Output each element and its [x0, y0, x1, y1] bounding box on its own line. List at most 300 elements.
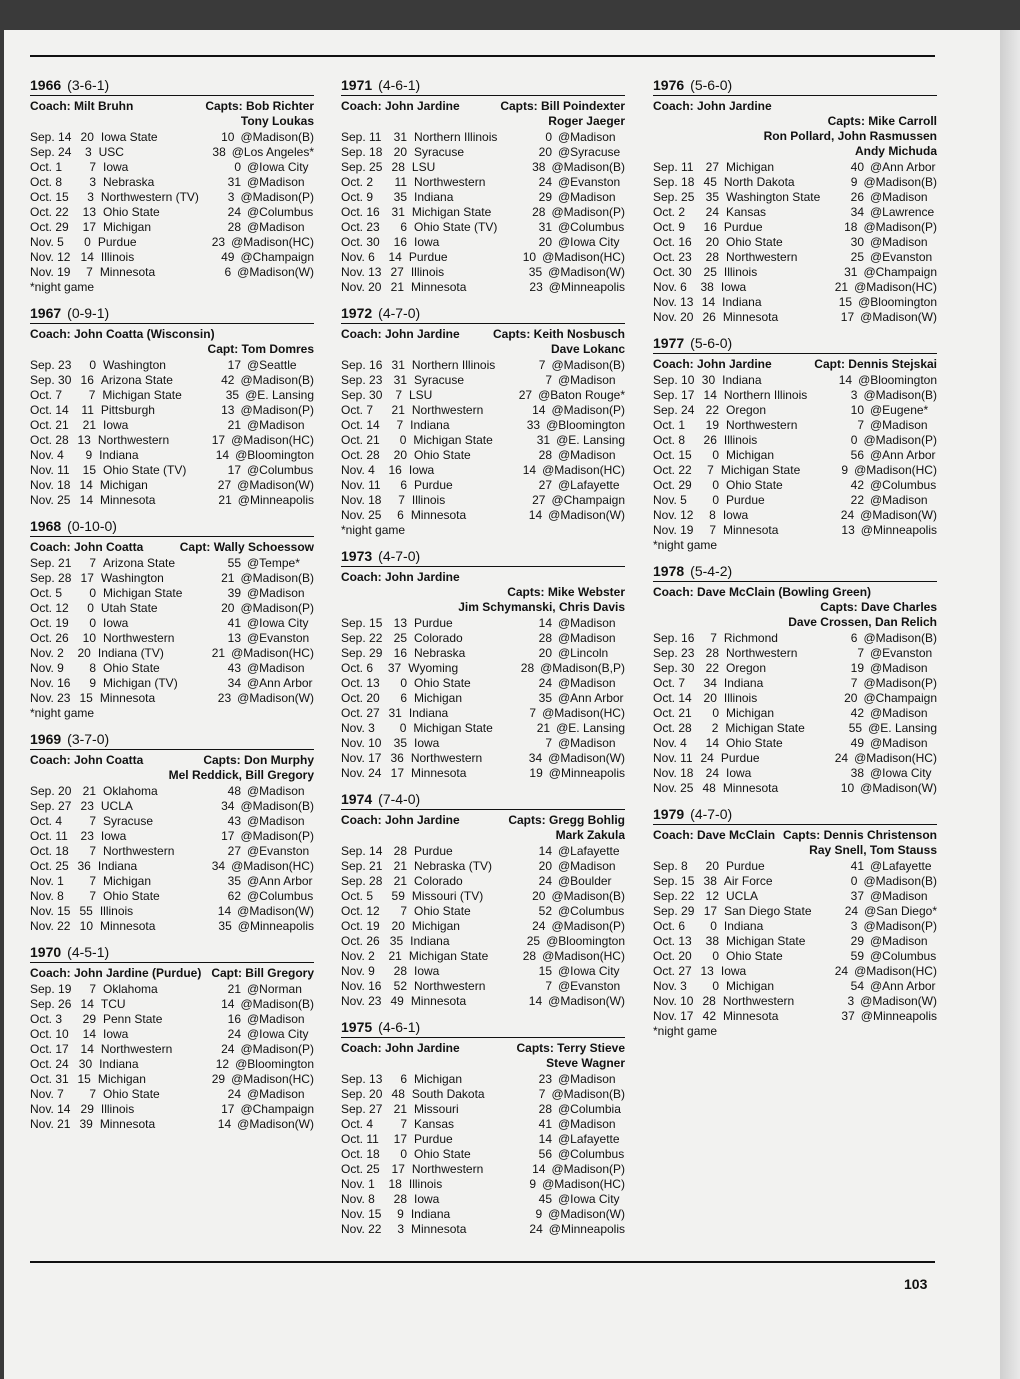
- game-row: [30, 1087, 314, 1102]
- opponent-name: Ohio State: [103, 889, 160, 903]
- game-date: Sep. 18: [341, 145, 383, 159]
- wisconsin-score: 35: [389, 934, 404, 948]
- opponent-name: Indiana: [722, 295, 762, 309]
- season-record: (0-10-0): [67, 518, 117, 534]
- season-header: [653, 335, 937, 354]
- opponent-score: 19: [529, 766, 543, 780]
- column-3: [653, 77, 937, 1049]
- game-site: @Madison: [558, 448, 616, 462]
- game-row: [30, 1072, 314, 1087]
- game-site: @Madison: [247, 661, 305, 675]
- game-site: @Madison: [247, 418, 305, 432]
- game-date: Nov. 15: [30, 904, 71, 918]
- opponent-name: Iowa: [103, 160, 129, 174]
- opponent-score: 33: [526, 418, 541, 432]
- game-site: @Evanston: [558, 979, 621, 993]
- wisconsin-score: 35: [705, 190, 719, 204]
- wisconsin-score: 0: [712, 448, 719, 462]
- opponent-name: Northwestern: [411, 1162, 484, 1176]
- game-site: @Madison: [558, 859, 616, 873]
- column-1: [30, 77, 314, 1142]
- game-site: @Minneapolis: [237, 919, 314, 933]
- opponent-score: 24: [227, 205, 241, 219]
- opponent-name: Purdue: [97, 235, 137, 249]
- opponent-name: Indiana: [97, 859, 138, 873]
- opponent-score: 20: [538, 646, 552, 660]
- wisconsin-score: 13: [700, 964, 714, 978]
- game-site: @Madison: [870, 190, 928, 204]
- opponent-score: 14: [538, 1132, 552, 1146]
- opponent-score: 42: [850, 706, 864, 720]
- wisconsin-score: 7: [89, 1087, 96, 1101]
- coach-label: Coach: John Coatta: [30, 540, 144, 554]
- game-row: [30, 463, 314, 478]
- game-site: @Ann Arbor: [870, 448, 936, 462]
- game-date: Nov. 19: [653, 523, 694, 537]
- wisconsin-score: 48: [391, 1087, 405, 1101]
- opponent-score: 26: [850, 190, 864, 204]
- opponent-name: Northwestern: [726, 646, 798, 660]
- game-site: @Madison(W): [548, 1207, 625, 1221]
- game-row: [30, 616, 314, 631]
- game-row: [653, 949, 937, 964]
- opponent-score: 43: [227, 814, 241, 828]
- opponent-score: 3: [850, 919, 858, 933]
- opponent-name: Northwestern (TV): [100, 190, 199, 204]
- opponent-name: Purdue: [414, 844, 453, 858]
- game-date: Sep. 20: [341, 1087, 383, 1101]
- game-row: [341, 175, 625, 190]
- season-staff: [341, 99, 625, 129]
- game-row: [341, 904, 625, 919]
- game-site: @Evanston: [870, 250, 933, 264]
- game-date: Oct. 25: [341, 1162, 380, 1176]
- game-date: Oct. 6: [653, 919, 686, 933]
- game-site: @Madison(P): [551, 1162, 626, 1176]
- opponent-name: Purdue: [723, 220, 763, 234]
- opponent-score: 34: [221, 799, 235, 813]
- wisconsin-score: 28: [705, 646, 719, 660]
- opponent-name: Michigan State: [413, 433, 493, 447]
- game-row: [30, 919, 314, 934]
- game-date: Sep. 22: [653, 889, 695, 903]
- coach-label: Coach: John Jardine: [341, 327, 460, 341]
- game-site: @Madison(B): [240, 373, 315, 387]
- game-date: Sep. 30: [30, 373, 72, 387]
- wisconsin-score: 7: [400, 1117, 407, 1131]
- wisconsin-score: 17: [390, 766, 405, 780]
- opponent-score: 29: [850, 934, 864, 948]
- wisconsin-score: 14: [80, 997, 94, 1011]
- game-row: [341, 448, 625, 463]
- game-date: Oct. 29: [653, 478, 692, 492]
- opponent-name: Nebraska (TV): [414, 859, 493, 873]
- game-date: Oct. 30: [341, 235, 380, 249]
- opponent-score: 28: [227, 220, 241, 234]
- wisconsin-score: 14: [80, 1042, 94, 1056]
- game-date: Oct. 9: [341, 190, 374, 204]
- game-date: Oct. 13: [341, 676, 380, 690]
- opponent-score: 27: [518, 388, 533, 402]
- opponent-score: 21: [536, 721, 551, 735]
- game-site: @Columbus: [558, 1147, 625, 1161]
- game-date: Oct. 28: [341, 448, 380, 462]
- captains-label: Capt: Bill Gregory: [211, 966, 314, 980]
- game-date: Oct. 13: [653, 934, 692, 948]
- game-date: Oct. 2: [341, 175, 374, 189]
- wisconsin-score: 0: [400, 1147, 407, 1161]
- season-record: (4-6-1): [378, 77, 421, 93]
- game-date: Sep. 30: [341, 388, 383, 402]
- opponent-score: 0: [850, 433, 858, 447]
- game-site: @Madison(W): [860, 781, 937, 795]
- game-site: @Minneapolis: [548, 766, 625, 780]
- game-date: Sep. 23: [341, 373, 383, 387]
- wisconsin-score: 37: [387, 661, 402, 675]
- opponent-score: 27: [538, 478, 552, 492]
- game-row: [341, 721, 625, 736]
- game-date: Nov. 17: [653, 1009, 694, 1023]
- season-block: [30, 305, 314, 508]
- captains-label: Capts: Keith Nosbusch Dave Lokanc: [492, 327, 625, 356]
- wisconsin-score: 7: [89, 874, 96, 888]
- wisconsin-score: 15: [77, 1072, 91, 1086]
- game-site: @Madison(P): [863, 220, 938, 234]
- game-date: Nov. 10: [341, 736, 382, 750]
- wisconsin-score: 31: [393, 373, 407, 387]
- wisconsin-score: 20: [80, 130, 94, 144]
- game-row: [653, 994, 937, 1009]
- game-row: [30, 982, 314, 997]
- game-date: Sep. 14: [30, 130, 72, 144]
- game-row: [341, 1087, 625, 1102]
- game-site: @Columbus: [247, 463, 314, 477]
- opponent-name: Michigan State: [726, 934, 806, 948]
- game-site: @Madison(B): [551, 1087, 626, 1101]
- game-date: Sep. 16: [341, 358, 383, 372]
- game-row: [341, 844, 625, 859]
- game-date: Oct. 5: [30, 586, 63, 600]
- wisconsin-score: 24: [705, 766, 719, 780]
- wisconsin-score: 16: [393, 235, 407, 249]
- opponent-name: South Dakota: [411, 1087, 485, 1101]
- opponent-name: Michigan: [411, 919, 460, 933]
- game-date: Nov. 9: [30, 661, 64, 675]
- game-site: @Columbus: [870, 478, 937, 492]
- opponent-score: 35: [225, 388, 240, 402]
- game-site: @Madison: [558, 736, 616, 750]
- game-row: [341, 508, 625, 523]
- game-site: @Champaign: [551, 493, 625, 507]
- game-site: @Madison(B): [240, 799, 315, 813]
- opponent-score: 17: [227, 463, 241, 477]
- opponent-name: Minnesota: [99, 1117, 156, 1131]
- opponent-name: USC: [98, 145, 124, 159]
- game-date: Oct. 23: [341, 220, 380, 234]
- season-year: 1976: [653, 77, 685, 93]
- game-row: [341, 358, 625, 373]
- season-year: 1971: [341, 77, 373, 93]
- opponent-score: 24: [834, 964, 849, 978]
- wisconsin-score: 6: [400, 478, 407, 492]
- season-staff: [341, 570, 625, 615]
- opponent-name: Northwestern: [722, 994, 795, 1008]
- game-date: Nov. 18: [30, 478, 71, 492]
- wisconsin-score: 0: [399, 721, 407, 735]
- opponent-name: Ohio State: [414, 676, 471, 690]
- wisconsin-score: 20: [705, 859, 719, 873]
- wisconsin-score: 7: [707, 463, 714, 477]
- wisconsin-score: 6: [400, 1072, 407, 1086]
- opponent-name: Nebraska: [103, 175, 155, 189]
- game-site: @Madison(P): [863, 433, 938, 447]
- season-year: 1968: [30, 518, 62, 534]
- opponent-name: Michigan: [103, 220, 152, 234]
- game-row: [30, 388, 314, 403]
- opponent-score: 27: [227, 844, 241, 858]
- opponent-name: Missouri (TV): [411, 889, 484, 903]
- opponent-score: 28: [520, 661, 535, 675]
- season-header: [341, 305, 625, 324]
- opponent-score: 7: [857, 418, 864, 432]
- game-site: @Iowa City: [247, 1027, 309, 1041]
- game-row: [341, 220, 625, 235]
- opponent-name: Minnesota: [100, 493, 156, 507]
- opponent-name: Syracuse: [414, 373, 465, 387]
- coach-label: Coach: John Coatta: [30, 753, 144, 767]
- opponent-name: LSU: [409, 388, 433, 402]
- opponent-score: 35: [218, 919, 232, 933]
- wisconsin-score: 20: [393, 145, 407, 159]
- opponent-name: Iowa: [103, 1027, 129, 1041]
- opponent-name: Utah State: [100, 601, 158, 615]
- opponent-score: 20: [844, 691, 858, 705]
- game-date: Oct. 8: [30, 175, 63, 189]
- season-staff: [30, 327, 314, 357]
- game-site: @Madison: [870, 889, 928, 903]
- season-year: 1977: [653, 335, 685, 351]
- opponent-score: 7: [529, 706, 537, 720]
- game-row: [653, 160, 937, 175]
- game-site: @Minneapolis: [548, 1222, 625, 1236]
- game-site: @Madison: [870, 235, 928, 249]
- game-site: @Iowa City: [247, 616, 309, 630]
- opponent-name: Ohio State (TV): [414, 220, 498, 234]
- game-site: @Ann Arbor: [247, 676, 313, 690]
- game-date: Sep. 24: [30, 145, 72, 159]
- game-site: @Madison(HC): [231, 433, 314, 447]
- game-site: @Madison(P): [551, 205, 626, 219]
- opponent-score: 7: [545, 736, 552, 750]
- wisconsin-score: 48: [702, 781, 716, 795]
- game-date: Sep. 11: [341, 130, 382, 144]
- opponent-score: 17: [211, 433, 226, 447]
- game-date: Oct. 22: [653, 463, 692, 477]
- game-row: [341, 631, 625, 646]
- game-site: @E. Lansing: [245, 388, 314, 402]
- game-row: [30, 874, 314, 889]
- game-date: Nov. 2: [341, 949, 375, 963]
- season-header: [30, 944, 314, 963]
- opponent-score: 42: [850, 478, 864, 492]
- opponent-score: 14: [532, 1162, 546, 1176]
- game-site: @Eugene*: [870, 403, 929, 417]
- game-row: [341, 373, 625, 388]
- game-row: [653, 373, 937, 388]
- season-staff: [30, 966, 314, 981]
- wisconsin-score: 6: [397, 508, 404, 522]
- opponent-name: Michigan State: [102, 388, 182, 402]
- opponent-score: 35: [528, 265, 543, 279]
- game-date: Nov. 11: [653, 751, 693, 765]
- wisconsin-score: 22: [705, 403, 719, 417]
- game-row: [341, 235, 625, 250]
- game-site: @Madison(P): [551, 403, 626, 417]
- game-date: Oct. 7: [30, 388, 63, 402]
- game-site: @Madison(B): [240, 571, 315, 585]
- opponent-score: 7: [538, 1087, 546, 1101]
- opponent-name: Michigan State: [413, 721, 493, 735]
- wisconsin-score: 0: [87, 601, 94, 615]
- game-row: [30, 1117, 314, 1132]
- opponent-name: Iowa: [408, 463, 435, 477]
- season-record: (5-6-0): [690, 335, 733, 351]
- opponent-name: Michigan: [726, 160, 775, 174]
- game-date: Oct. 18: [30, 844, 69, 858]
- season-staff: [653, 585, 937, 630]
- game-site: @Madison(P): [240, 1042, 315, 1056]
- game-row: [653, 418, 937, 433]
- wisconsin-score: 7: [88, 388, 96, 402]
- game-site: @Madison(HC): [542, 1177, 625, 1191]
- opponent-name: Minnesota: [410, 994, 467, 1008]
- opponent-name: Michigan: [414, 1072, 463, 1086]
- wisconsin-score: 13: [77, 433, 91, 447]
- game-row: [653, 403, 937, 418]
- captains-label: Capt: Tom Domres: [207, 342, 314, 356]
- wisconsin-score: 17: [80, 571, 94, 585]
- game-date: Oct. 19: [341, 919, 380, 933]
- opponent-name: Wyoming: [408, 661, 459, 675]
- game-date: Nov. 7: [30, 1087, 64, 1101]
- game-row: [653, 721, 937, 736]
- wisconsin-score: 7: [89, 844, 96, 858]
- wisconsin-score: 6: [400, 691, 407, 705]
- opponent-score: 14: [217, 1117, 232, 1131]
- opponent-score: 21: [221, 571, 235, 585]
- game-row: [30, 418, 314, 433]
- coach-label: Coach: John Jardine (Purdue): [30, 966, 202, 980]
- captains-label: Capts: Gregg Bohlig Mark Zakula: [508, 813, 625, 842]
- game-site: @Madison(B): [551, 889, 626, 903]
- game-site: @Tempe*: [247, 556, 300, 570]
- season-header: [30, 77, 314, 96]
- opponent-name: Indiana: [99, 448, 139, 462]
- game-site: @Madison(HC): [854, 964, 937, 978]
- game-date: Nov. 10: [653, 994, 694, 1008]
- season-staff: [653, 357, 937, 372]
- wisconsin-score: 0: [89, 616, 96, 630]
- wisconsin-score: 14: [79, 493, 94, 507]
- opponent-name: Oklahoma: [103, 784, 158, 798]
- opponent-score: 3: [847, 994, 855, 1008]
- wisconsin-score: 19: [705, 418, 719, 432]
- game-site: @Ann Arbor: [870, 160, 936, 174]
- game-site: @Bloomington: [858, 373, 937, 387]
- opponent-score: 28: [538, 1102, 552, 1116]
- season-year: 1974: [341, 791, 373, 807]
- wisconsin-score: 16: [393, 646, 407, 660]
- game-site: @Iowa City: [247, 160, 309, 174]
- opponent-name: Indiana: [722, 373, 762, 387]
- wisconsin-score: 17: [391, 1162, 405, 1176]
- captains-label: Capts: Dave Charles Dave Crossen, Dan Relich: [788, 600, 937, 629]
- opponent-name: Minnesota: [722, 781, 779, 795]
- game-site: @Madison(W): [860, 310, 937, 324]
- game-date: Sep. 27: [341, 1102, 383, 1116]
- wisconsin-score: 35: [393, 736, 407, 750]
- wisconsin-score: 0: [400, 676, 407, 690]
- game-row: [341, 859, 625, 874]
- game-row: [341, 1072, 625, 1087]
- game-site: @Madison(HC): [542, 250, 625, 264]
- opponent-score: 30: [850, 235, 864, 249]
- game-row: [341, 1132, 625, 1147]
- opponent-name: Indiana: [99, 1057, 139, 1071]
- game-row: [341, 1192, 625, 1207]
- opponent-name: Illinois: [408, 1177, 443, 1191]
- opponent-name: North Dakota: [723, 175, 795, 189]
- opponent-name: Ohio State (TV): [103, 463, 187, 477]
- opponent-name: Oregon: [726, 403, 767, 417]
- game-date: Sep. 30: [653, 661, 695, 675]
- game-date: Oct. 12: [341, 904, 380, 918]
- opponent-name: Michigan: [103, 874, 152, 888]
- game-row: [30, 373, 314, 388]
- game-date: Sep. 14: [341, 844, 383, 858]
- game-row: [30, 829, 314, 844]
- game-row: [30, 1012, 314, 1027]
- opponent-name: Pittsburgh: [100, 403, 155, 417]
- season-header: [341, 77, 625, 96]
- game-row: [30, 1102, 314, 1117]
- game-row: [30, 160, 314, 175]
- opponent-score: 55: [227, 556, 241, 570]
- opponent-score: 20: [538, 859, 552, 873]
- opponent-name: Minnesota: [100, 919, 156, 933]
- wisconsin-score: 39: [79, 1117, 93, 1131]
- game-row: [30, 859, 314, 874]
- captains-label: Capts: Mike Carroll Ron Pollard, John Rasmussen Andy Michuda: [763, 114, 937, 158]
- opponent-name: Iowa: [414, 235, 440, 249]
- game-site: @Evanston: [870, 646, 933, 660]
- captains-label: Capts: Bill Poindexter Roger Jaeger: [500, 99, 625, 128]
- wisconsin-score: 9: [397, 1207, 404, 1221]
- game-date: Oct. 27: [653, 964, 692, 978]
- game-site: @Madison(B): [551, 160, 626, 174]
- season-header: [653, 806, 937, 825]
- game-date: Oct. 4: [341, 1117, 374, 1131]
- opponent-score: 7: [545, 373, 552, 387]
- opponent-score: 28: [522, 949, 537, 963]
- season-year: 1975: [341, 1019, 373, 1035]
- game-site: @Madison(W): [237, 478, 314, 492]
- game-date: Oct. 11: [341, 1132, 379, 1146]
- game-site: @Columbus: [558, 220, 625, 234]
- game-row: [341, 145, 625, 160]
- opponent-score: 9: [535, 1207, 543, 1221]
- game-site: @Madison(HC): [231, 859, 314, 873]
